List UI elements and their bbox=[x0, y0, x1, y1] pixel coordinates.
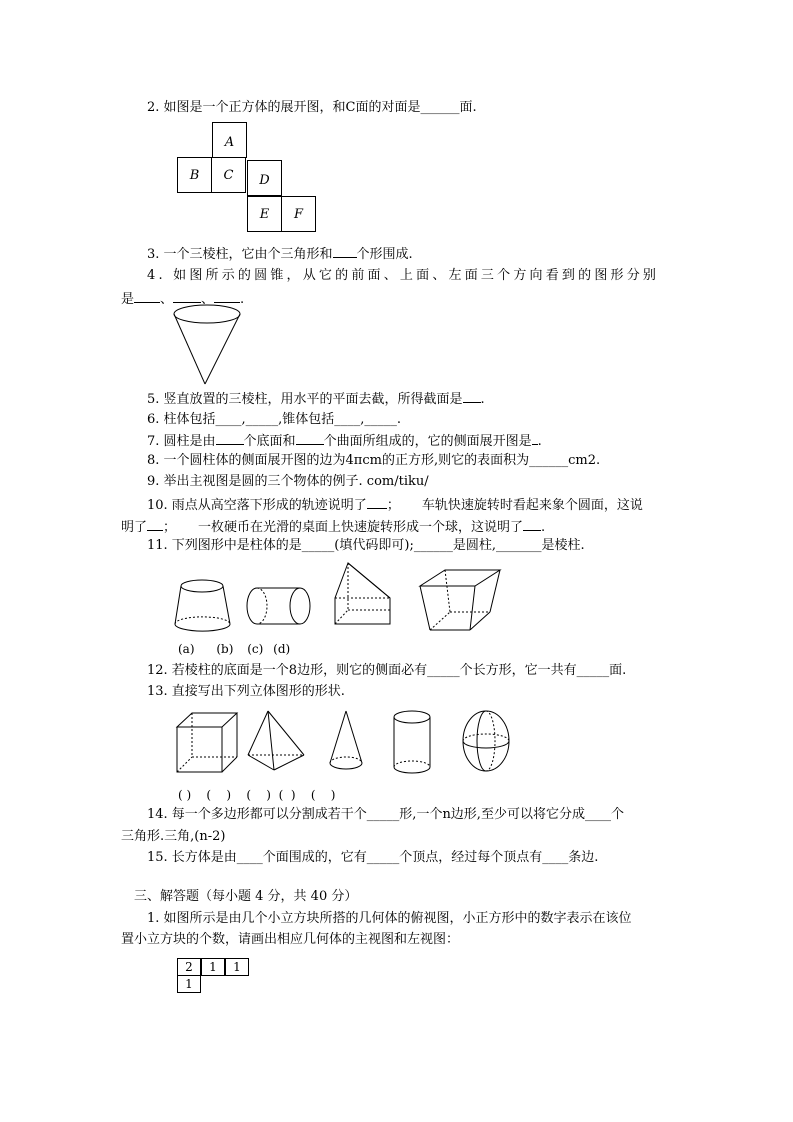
caption-a: (a) bbox=[178, 642, 195, 656]
q10-blank-1 bbox=[367, 496, 387, 509]
q5-pre: 5. 竖直放置的三棱柱，用水平的平面去截，所得截面是 bbox=[147, 392, 463, 407]
q2-text: 2. 如图是一个正方体的展开图，和C面的对面是______面. bbox=[147, 100, 477, 115]
square-frustum-shape bbox=[420, 570, 500, 630]
cone-figure bbox=[170, 300, 250, 390]
q10-blank-3 bbox=[523, 518, 541, 531]
q4-blank-1 bbox=[134, 290, 160, 303]
horizontal-cylinder-shape bbox=[247, 588, 310, 624]
q6-text: 6. 柱体包括____,_____,锥体包括____,_____. bbox=[147, 412, 402, 427]
grid-cell: 1 bbox=[201, 958, 225, 976]
grid-cell: 2 bbox=[177, 958, 201, 976]
q4-line1: 4. 如图所示的圆锥，从它的前面、上面、左面三个方向看到的图形分别 bbox=[147, 268, 660, 283]
q3-blank bbox=[333, 245, 357, 258]
caption-d: (d) bbox=[273, 642, 291, 656]
q14-line1: 14. 每一个多边形都可以分割成若干个_____形,一个n边形,至少可以将它分成____个 bbox=[147, 807, 624, 822]
section3-q1-line2: 置小立方块的个数，请画出相应几何体的主视图和左视图： bbox=[121, 932, 460, 947]
q10-line1-mid: ； bbox=[386, 498, 400, 513]
net-face-e: E bbox=[247, 196, 282, 232]
q3-pre: 3. 一个三棱柱，它由个三角形和 bbox=[147, 247, 333, 262]
q11-captions bbox=[178, 641, 290, 657]
section3-title: 三、解答题（每小题 4 分，共 40 分） bbox=[134, 889, 358, 904]
grid-cell: 1 bbox=[177, 975, 201, 993]
cube-shape bbox=[177, 713, 237, 772]
frustum-shape bbox=[175, 580, 230, 631]
pyramid-shape bbox=[248, 711, 304, 770]
q4-sep1: 、 bbox=[160, 292, 174, 307]
cylinder-shape bbox=[394, 711, 430, 773]
q10-line2-post: 一枚硬币在光滑的桌面上快速旋转形成一个球，这说明了 bbox=[198, 520, 524, 535]
q9-text: 9. 举出主视图是圆的三个物体的例子. com/tiku/ bbox=[147, 474, 429, 489]
q13-text: 13. 直接写出下列立体图形的形状. bbox=[147, 684, 345, 699]
q10-line2 bbox=[121, 518, 545, 536]
q7-mid1: 个底面和 bbox=[243, 434, 296, 449]
q3-post: 个形围成. bbox=[356, 247, 413, 262]
net-face-b: B bbox=[177, 157, 212, 193]
section3-q1-line1: 1. 如图所示是由几个小立方块所搭的几何体的俯视图，小正方形中的数字表示在该位 bbox=[147, 911, 632, 926]
q10-line1 bbox=[147, 496, 643, 514]
q11-shapes-figure bbox=[170, 560, 510, 640]
q8-text: 8. 一个圆柱体的侧面展开图的边为4πcm的正方形,则它的表面积为______cm2. bbox=[147, 453, 601, 468]
q4-end: . bbox=[240, 292, 245, 307]
net-face-f: F bbox=[281, 196, 316, 232]
q7-pre: 7. 圆柱是由 bbox=[147, 434, 216, 449]
q12-text: 12. 若棱柱的底面是一个8边形，则它的侧面必有_____个长方形，它一共有_____面. bbox=[147, 663, 627, 678]
grid-cell: 1 bbox=[225, 958, 249, 976]
q15-text: 15. 长方体是由____个面围成的，它有_____个顶点，经过每个顶点有____条边. bbox=[147, 850, 599, 865]
cone-shape bbox=[330, 711, 362, 769]
q5-text bbox=[147, 390, 485, 408]
q10-line2-mid: ； bbox=[163, 520, 177, 535]
q5-blank bbox=[463, 390, 481, 403]
triangular-prism-shape bbox=[335, 563, 390, 624]
q7-text bbox=[147, 432, 542, 450]
q13-shapes-figure bbox=[170, 705, 520, 780]
q14-line2: 三角形.三角,(n-2) bbox=[121, 829, 226, 844]
caption-c: (c) bbox=[247, 642, 264, 656]
caption-b: (b) bbox=[216, 642, 234, 656]
q7-mid2: 个曲面所组成的，它的侧面展开图是 bbox=[323, 434, 532, 449]
net-face-a: A bbox=[212, 122, 247, 158]
q10-line1-post: 车轨快速旋转时看起来象个圆面，这说 bbox=[421, 498, 643, 513]
q5-post: . bbox=[480, 392, 485, 407]
q13-answers: ( ) ( ) ( ) ( ) ( ) bbox=[178, 788, 336, 802]
q7-blank-2 bbox=[296, 432, 324, 445]
q10-line2-pre: 明了 bbox=[121, 520, 148, 535]
q11-text: 11. 下列图形中是柱体的是_____(填代码即可);______是圆柱,_______是棱柱. bbox=[147, 538, 585, 553]
q10-line1-pre: 10. 雨点从高空落下形成的轨迹说明了 bbox=[147, 498, 367, 513]
q4-sep2: 、 bbox=[201, 292, 215, 307]
q7-post: . bbox=[537, 434, 542, 449]
net-face-d: D bbox=[247, 160, 282, 196]
q10-blank-2 bbox=[147, 518, 163, 531]
net-face-c: C bbox=[211, 157, 246, 193]
q3-text bbox=[147, 245, 413, 263]
q10-line2-end: . bbox=[541, 520, 546, 535]
q7-blank-1 bbox=[216, 432, 244, 445]
q4-line2-pre: 是 bbox=[121, 292, 135, 307]
sphere-shape bbox=[463, 711, 509, 771]
